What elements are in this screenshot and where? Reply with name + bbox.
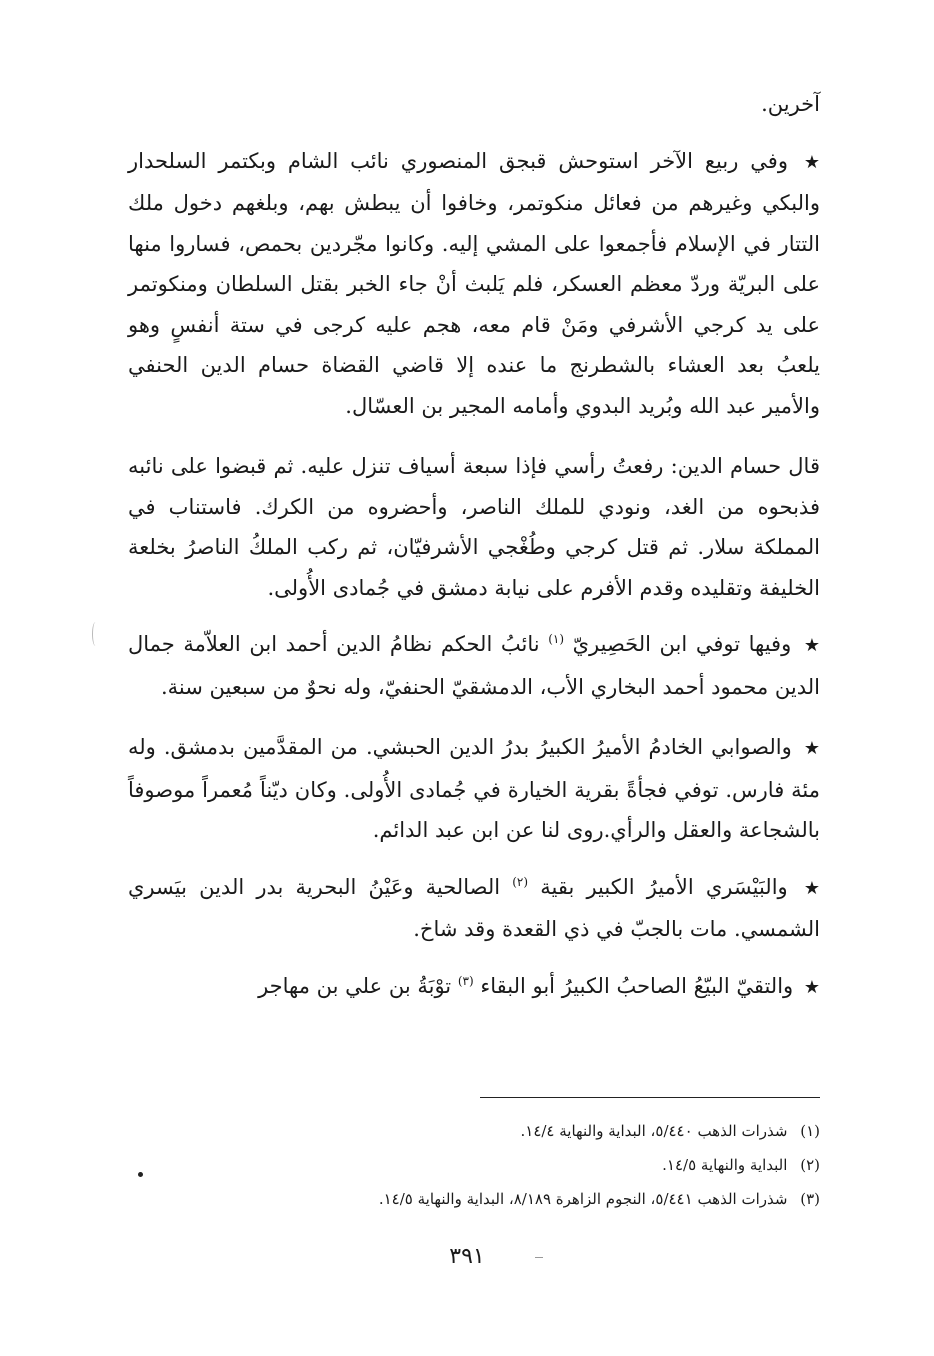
paragraph-1 <box>128 141 820 427</box>
footnote-3 <box>128 1182 820 1216</box>
paragraph-5-text-a: والبَيْسَري الأميرُ الكبير بقية <box>540 874 788 899</box>
paragraph-4 <box>128 727 820 851</box>
paragraph-3 <box>128 624 820 707</box>
continuation-line: آخرين. <box>761 92 820 116</box>
paragraph-1-text: وفي ربيع الآخر استوحش قبجق المنصوري نائب الشام وبكتمر السلحدار والبكي وغيرهم من فعائل منكوتمر، وخافوا أن يبطش بهم، وبلغهم دخول ملك التتار في الإسلام فأجمعوا على المشي إليه. وكانوا مجّردين بحمص، فساروا منها على البريّة وردّ معظم العسكر، فلم يَلبث أنْ جاء الخبر بقتل السلطان ومنكوتمر على يد كرجي الأشرفي ومَنْ قام معه، هجم عليه كرجى في ستة أنفسٍ وهو يلعبُ بعد العشاء بالشطرنج ما عنده إلا قاضي القضاة حسام الدين الحنفي والأمير عبد الله وبُريد البدوي وأمامه المجير بن العسّال. <box>128 148 820 418</box>
paragraph-3-text-b: نائبُ الحكم نظامُ الدين أحمد ابن العلاّمة جمال الدين محمود أحمد البخاري الأب، الدمشقيّ الحنفيّ، وله نحوٌ من سبعين سنة. <box>128 632 820 699</box>
footnote-number: (٣) <box>800 1190 820 1208</box>
paragraph-2 <box>128 446 820 608</box>
footnote-number: (٢) <box>800 1156 820 1174</box>
paragraph-5-text-b: الصالحية وعَيْنُ البحرية بدر الدين بيَسري الشمسي. مات بالجبّ في ذي القعدة وقد شاخ. <box>128 874 820 941</box>
footnote-text: شذرات الذهب ٥/٤٤١، النجوم الزاهرة ٨/١٨٩، البداية والنهاية ١٤/٥. <box>378 1190 788 1208</box>
paragraph-3-text-a: وفيها توفي ابن الحَصِيريّ <box>572 632 792 656</box>
paragraph-6-text-b: توْبَةُ بن علي بن مهاجر <box>258 973 452 998</box>
star-marker: ★ <box>803 976 820 998</box>
paragraph-6 <box>128 966 820 1009</box>
footnote-text: شذرات الذهب ٥/٤٤٠، البداية والنهاية ١٤/٤. <box>520 1122 788 1140</box>
footnote-ref-1[interactable]: (١) <box>548 632 565 646</box>
star-marker: ★ <box>803 635 820 656</box>
paragraph-4-text: والصوابي الخادمُ الأميرُ الكبيرُ بدرُ الدين الحبشي. من المقدَّمين بدمشق. وله مئة فارس. توفي فجأةً بقرية الخيارة في جُمادى الأُولى. وكان ديّناً مُعمراً موصوفاً بالشجاعة والعقل والرأي.روى لنا عن ابن عبد الدائم. <box>128 735 820 842</box>
footnote-2 <box>128 1148 820 1182</box>
paragraph-2-text: قال حسام الدين: رفعتُ رأسي فإذا سبعة أسياف تنزل عليه. ثم قبضوا على نائبه فذبحوه من الغد، ونودي للملك الناصر، وأحضروه من الكرك. فاستناب في المملكة سلار. ثم قتل كرجي وطُغْجي الأشرفيّان، ثم ركب الملكُ الناصرُ بخلعة الخليفة وتقليده وقدم الأفرم على نيابة دمشق في جُمادى الأُولى. <box>128 454 820 600</box>
stray-dot <box>138 1172 143 1177</box>
star-marker: ★ <box>803 738 820 759</box>
footnote-text: البداية والنهاية ١٤/٥. <box>662 1156 788 1174</box>
star-marker: ★ <box>803 877 820 899</box>
footnote-ref-2[interactable]: (٢) <box>512 874 529 889</box>
footnote-1 <box>128 1114 820 1148</box>
footnotes <box>128 1114 820 1216</box>
paragraph-5 <box>128 867 820 950</box>
footnote-ref-3[interactable]: (٣) <box>457 973 474 988</box>
footnote-divider <box>480 1097 820 1098</box>
page-body <box>128 84 820 1008</box>
paragraph-6-text-a: والتقيّ البيّعُ الصاحبُ الكبيرُ أبو البقاء <box>480 973 794 998</box>
star-marker: ★ <box>803 151 821 173</box>
footnote-number: (١) <box>800 1122 820 1140</box>
page-number: ٣٩١ <box>449 1244 485 1269</box>
margin-mark <box>92 622 99 646</box>
